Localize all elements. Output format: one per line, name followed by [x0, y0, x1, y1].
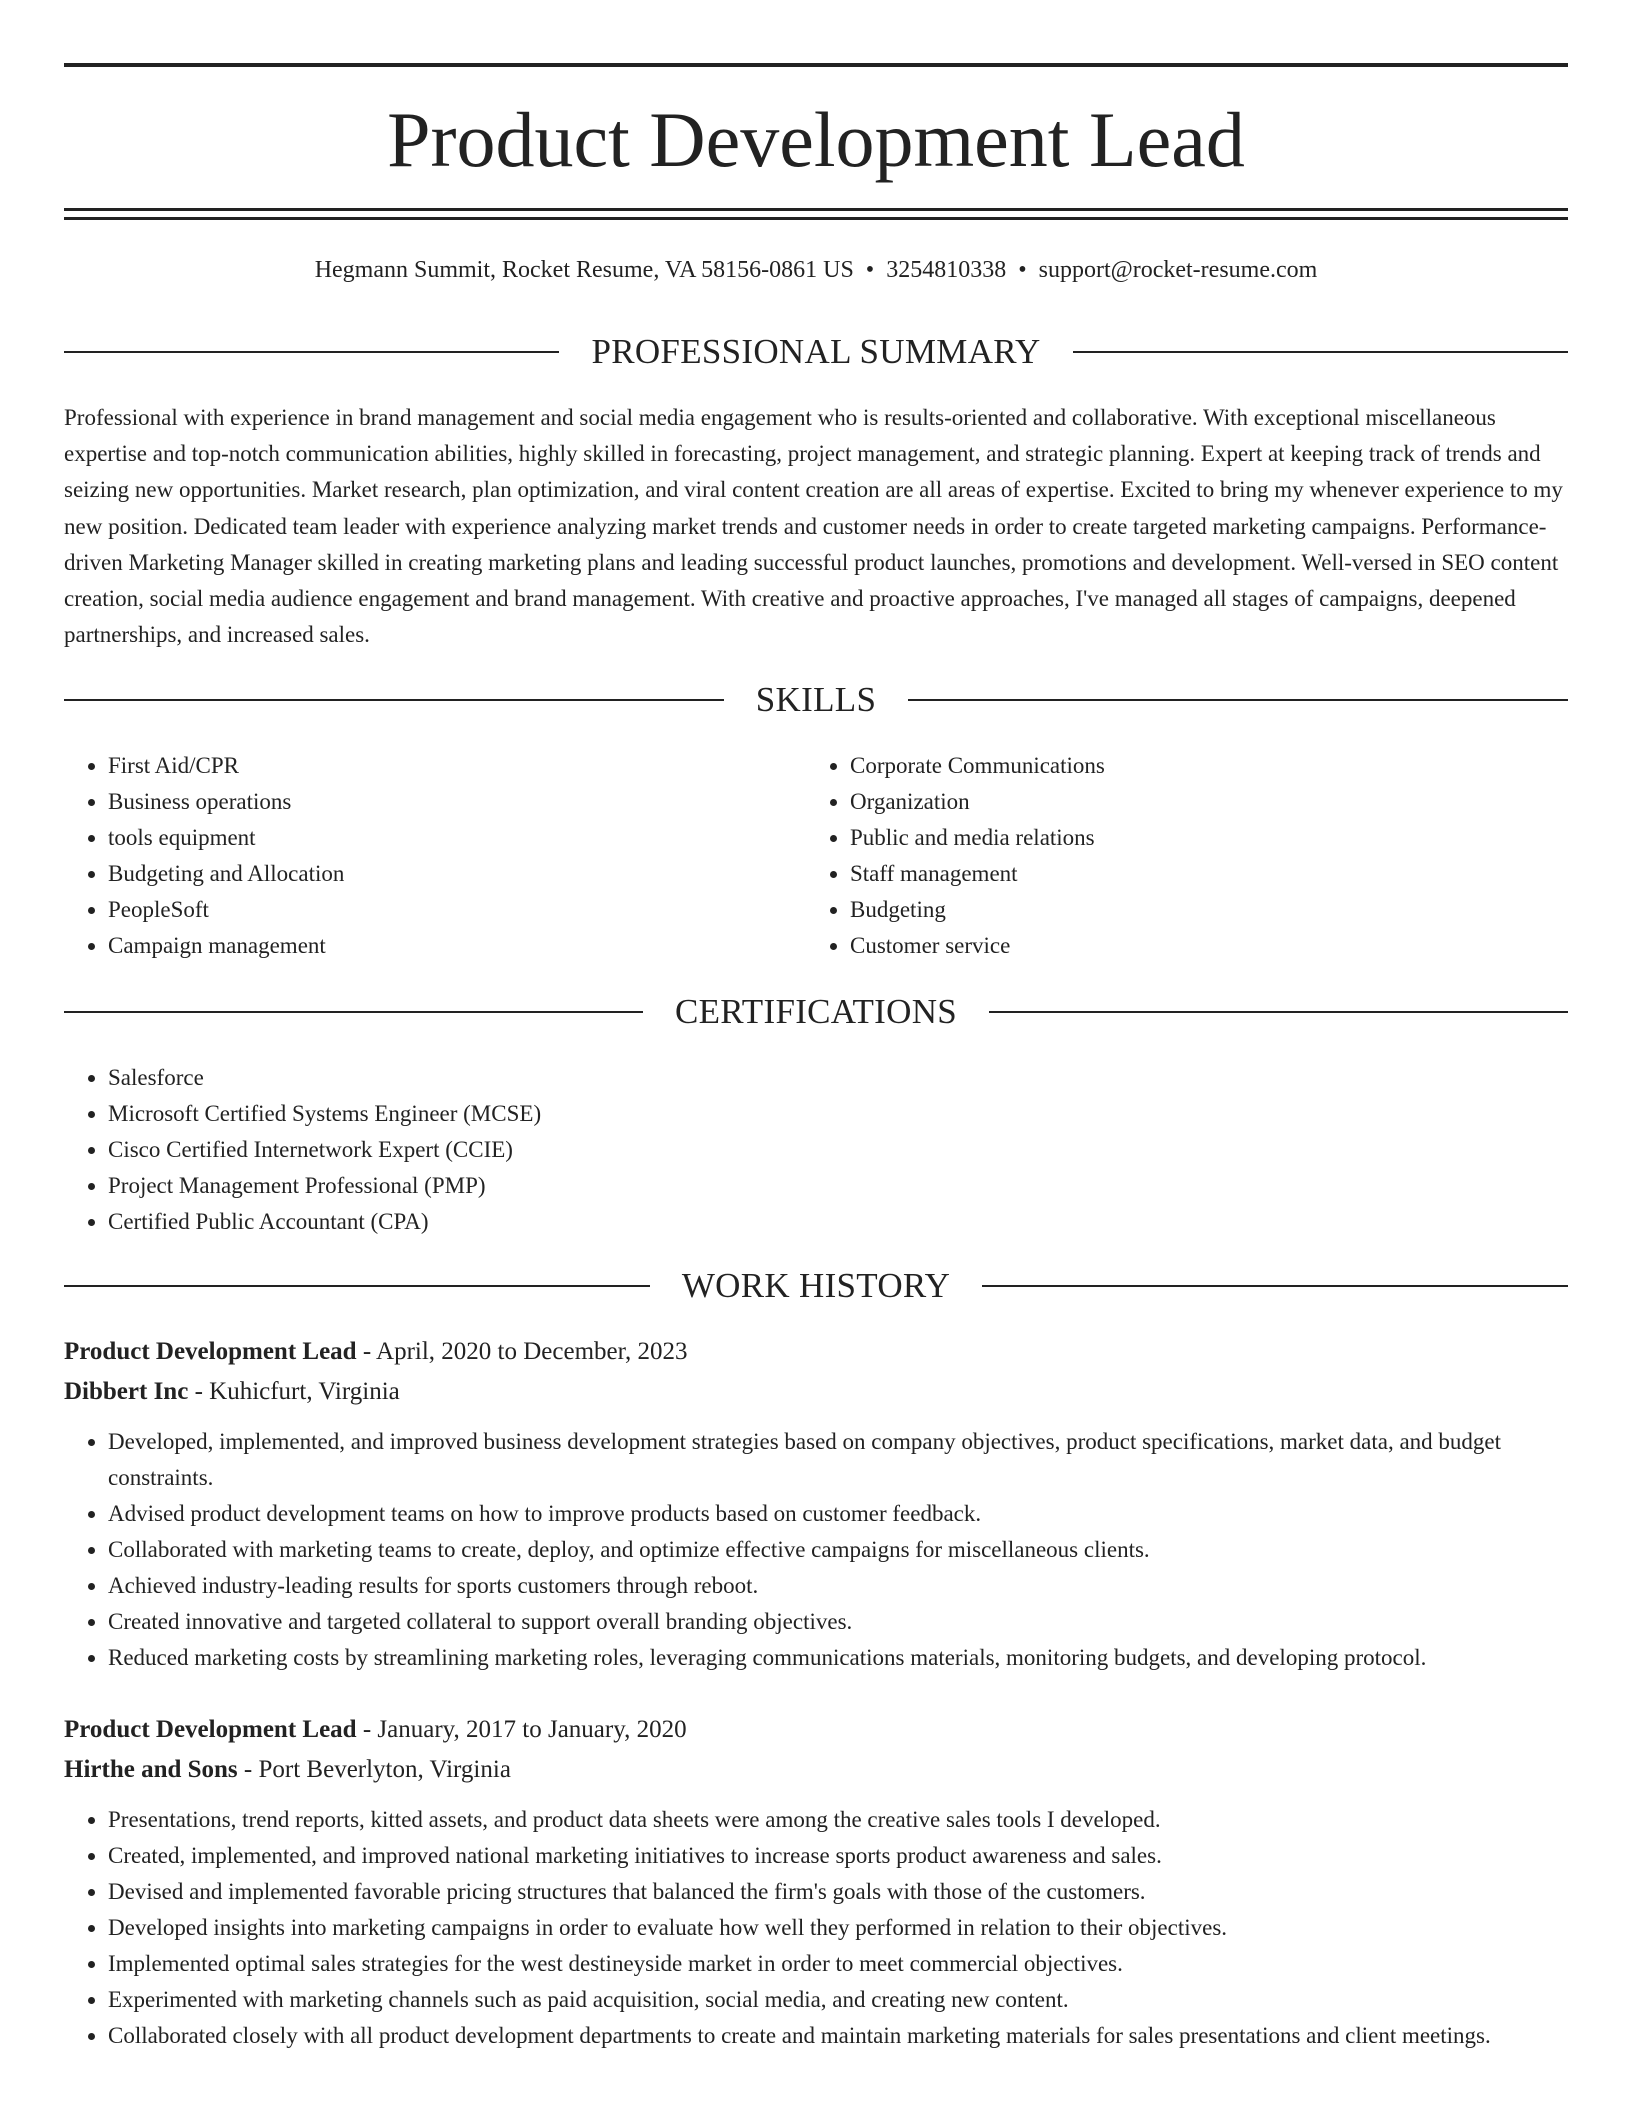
job-title: Product Development Lead: [64, 1716, 357, 1743]
job-bullet: • Created innovative and targeted collateral to support overall branding objectives.: [108, 1604, 1568, 1640]
job-entry: [64, 1710, 1568, 2054]
skill-item: • Budgeting: [850, 892, 1506, 928]
job-title-line: [64, 1332, 1568, 1372]
skill-item: • Customer service: [850, 928, 1506, 964]
skills-list-left: [64, 748, 764, 964]
skill-item: • Staff management: [850, 856, 1506, 892]
job-bullet: • Achieved industry-leading results for sports customers through reboot.: [108, 1568, 1568, 1604]
contact-email: support@rocket-resume.com: [1038, 257, 1318, 283]
job-bullet: • Created, implemented, and improved national marketing initiatives to increase sports product awareness and sales.: [108, 1838, 1568, 1874]
certification-item: • Certified Public Accountant (CPA): [108, 1204, 1568, 1240]
job-company: Dibbert Inc: [64, 1378, 189, 1405]
job-bullet-list: [64, 1424, 1568, 1676]
skill-item: • PeopleSoft: [108, 892, 764, 928]
job-bullet: • Experimented with marketing channels such as paid acquisition, social media, and creating new content.: [108, 1982, 1568, 2018]
contact-line: [64, 254, 1568, 286]
section-header-summary: [64, 332, 1568, 372]
job-location: - Kuhicfurt, Virginia: [188, 1378, 400, 1405]
skills-list-right: [806, 748, 1506, 964]
job-bullet: • Developed, implemented, and improved business development strategies based on company objectives, product specifications, market data, and budget constraints.: [108, 1424, 1568, 1496]
top-rule: [64, 63, 1568, 67]
certifications-list: [64, 1060, 1568, 1240]
skill-item: • First Aid/CPR: [108, 748, 764, 784]
section-header-work-history: [64, 1266, 1568, 1306]
job-title-line: [64, 1710, 1568, 1750]
job-entry: [64, 1332, 1568, 1676]
section-title-work-history: WORK HISTORY: [681, 1266, 951, 1305]
skill-item: • Campaign management: [108, 928, 764, 964]
certifications-block: [64, 1060, 1568, 1240]
skill-item: • Business operations: [108, 784, 764, 820]
contact-address: Hegmann Summit, Rocket Resume, VA 58156-0861 US: [314, 257, 854, 283]
skills-right-column: [806, 748, 1506, 964]
certification-item: • Cisco Certified Internetwork Expert (CCIE): [108, 1132, 1568, 1168]
job-company-line: [64, 1372, 1568, 1412]
section-rule: [64, 1011, 643, 1013]
section-rule: [1073, 351, 1568, 353]
section-rule: [982, 1285, 1568, 1287]
job-bullet: • Implemented optimal sales strategies for the west destineyside market in order to meet commercial objectives.: [108, 1946, 1568, 1982]
page-title: Product Development Lead: [387, 96, 1245, 183]
summary-text: Professional with experience in brand management and social media engagement who is results-oriented and collaborative. With exceptional miscellaneous expertise and top-notch communication abilities, highly skilled in forecasting, project management, and strategic planning. Expert at keeping track of trends and seizing new opportunities. Market research, plan optimization, and viral content creation are all areas of expertise. Excited to bring my whenever experience to my new position. Dedicated team leader with experience analyzing market trends and customer needs in order to create targeted marketing campaigns. Performance-driven Marketing Manager skilled in creating marketing plans and leading successful product launches, promotions and development. Well-versed in SEO content creation, social media audience engagement and brand management. With creative and proactive approaches, I've managed all stages of campaigns, deepened partnerships, and increased sales.: [64, 405, 1563, 648]
job-bullet: • Advised product development teams on how to improve products based on customer feedback.: [108, 1496, 1568, 1532]
section-header-certifications: [64, 992, 1568, 1032]
section-title-skills: SKILLS: [755, 680, 877, 719]
job-bullet: • Collaborated closely with all product development departments to create and maintain marketing materials for sales presentations and client meetings.: [108, 2018, 1568, 2054]
contact-separator: •: [1018, 257, 1027, 283]
certification-item: • Microsoft Certified Systems Engineer (MCSE): [108, 1096, 1568, 1132]
section-title-summary: PROFESSIONAL SUMMARY: [591, 332, 1041, 371]
job-title: Product Development Lead: [64, 1338, 357, 1365]
certification-item: • Project Management Professional (PMP): [108, 1168, 1568, 1204]
skill-item: • Budgeting and Allocation: [108, 856, 764, 892]
job-company: Hirthe and Sons: [64, 1756, 238, 1783]
job-bullet: • Collaborated with marketing teams to create, deploy, and optimize effective campaigns for miscellaneous clients.: [108, 1532, 1568, 1568]
job-bullet: • Devised and implemented favorable pricing structures that balanced the firm's goals with those of the customers.: [108, 1874, 1568, 1910]
job-location: - Port Beverlyton, Virginia: [237, 1756, 511, 1783]
contact-separator: •: [865, 257, 875, 283]
job-bullet: • Reduced marketing costs by streamlining marketing roles, leveraging communications materials, monitoring budgets, and developing protocol.: [108, 1640, 1568, 1676]
job-dates: - January, 2017 to January, 2020: [356, 1716, 687, 1743]
section-rule: [989, 1011, 1568, 1013]
job-bullet: • Developed insights into marketing campaigns in order to evaluate how well they performed in relation to their objectives.: [108, 1910, 1568, 1946]
job-bullet-list: [64, 1802, 1568, 2054]
section-rule: [64, 699, 724, 701]
skill-item: • Organization: [850, 784, 1506, 820]
skill-item: • Public and media relations: [850, 820, 1506, 856]
job-dates: - April, 2020 to December, 2023: [356, 1338, 688, 1365]
section-rule: [64, 351, 559, 353]
title-double-rule: [64, 208, 1568, 220]
certification-item: • Salesforce: [108, 1060, 1568, 1096]
skill-item: • tools equipment: [108, 820, 764, 856]
section-rule: [908, 699, 1568, 701]
job-company-line: [64, 1750, 1568, 1790]
skills-left-column: [64, 748, 764, 964]
job-bullet: • Presentations, trend reports, kitted assets, and product data sheets were among the creative sales tools I developed.: [108, 1802, 1568, 1838]
section-rule: [64, 1285, 650, 1287]
section-header-skills: [64, 680, 1568, 720]
contact-phone: 3254810338: [886, 257, 1007, 283]
section-title-certifications: CERTIFICATIONS: [674, 992, 958, 1031]
skill-item: • Corporate Communications: [850, 748, 1506, 784]
